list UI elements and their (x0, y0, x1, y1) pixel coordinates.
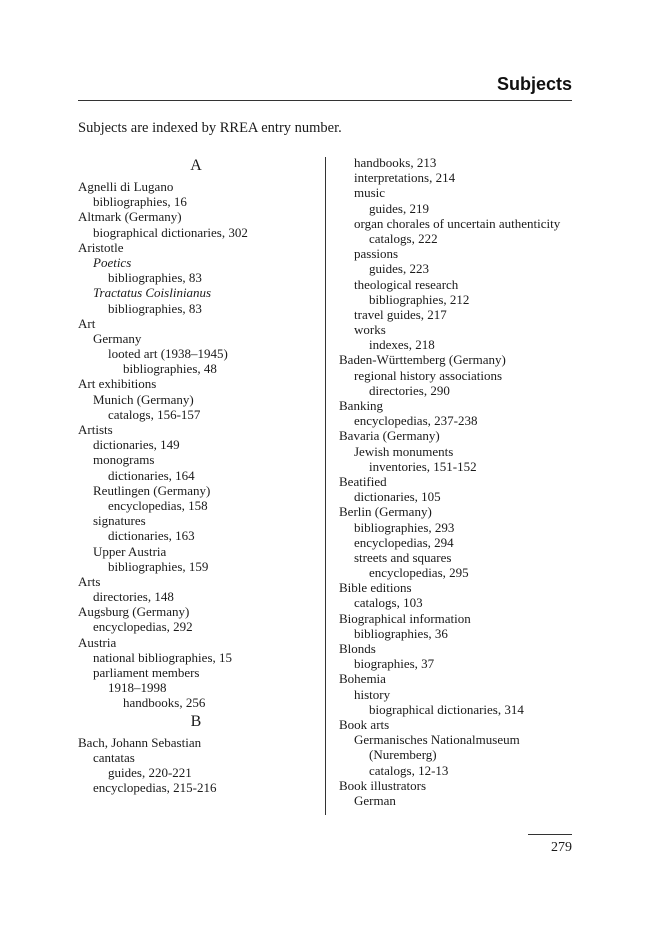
intro-text: Subjects are indexed by RREA entry number. (78, 120, 342, 136)
index-subentry: monograms (93, 452, 155, 468)
page-title: Subjects (496, 74, 572, 94)
index-subentry: biographical dictionaries, 302 (93, 224, 248, 240)
index-subentry: cantatas (93, 749, 135, 765)
index-subentry: organ chorales of uncertain authenticity (354, 215, 561, 231)
index-subentry: bibliographies, 36 (354, 625, 448, 641)
index-subentry: Upper Austria (93, 543, 167, 559)
index-heading: Bible editions (339, 580, 412, 596)
index-subentry: encyclopedias, 237-238 (354, 413, 478, 429)
index-subentry: looted art (1938–1945) (108, 346, 228, 362)
index-subentry: passions (354, 246, 399, 262)
index-heading: Altmark (Germany) (78, 209, 182, 225)
index-heading: Blonds (339, 641, 376, 656)
index-heading: Agnelli di Lugano (78, 179, 174, 194)
index-heading: Beatified (339, 473, 387, 489)
index-heading: Book arts (339, 716, 390, 732)
page-number: 279 (551, 840, 572, 855)
index-subentry: national bibliographies, 15 (93, 649, 233, 665)
index-heading: Art exhibitions (78, 376, 157, 392)
section-letter: A (190, 157, 202, 174)
index-subentry: catalogs, 103 (354, 595, 423, 611)
index-heading: Art (78, 315, 96, 331)
index-subentry: bibliographies, 48 (123, 361, 217, 377)
index-subentry: bibliographies, 83 (108, 270, 202, 286)
index-subentry: streets and squares (354, 549, 452, 565)
index-subentry: encyclopedias, 294 (354, 534, 454, 550)
title-rule (78, 100, 572, 101)
index-subentry: travel guides, 217 (354, 306, 447, 322)
index-subentry: catalogs, 222 (369, 230, 438, 246)
index-heading: Berlin (Germany) (339, 504, 432, 520)
index-subentry: dictionaries, 163 (108, 528, 195, 544)
index-subentry: encyclopedias, 158 (108, 497, 208, 513)
index-heading: Artists (78, 422, 113, 437)
index-subentry: encyclopedias, 295 (369, 565, 469, 581)
index-subentry: catalogs, 156-157 (108, 406, 201, 422)
index-subentry: encyclopedias, 292 (93, 619, 193, 635)
column-divider (325, 157, 326, 815)
index-subentry: Germanisches Nationalmuseum (354, 732, 520, 748)
index-subentry: (Nuremberg) (369, 747, 437, 763)
index-subentry: indexes, 218 (369, 337, 435, 353)
index-heading: Aristotle (78, 239, 124, 255)
index-heading: Banking (339, 398, 384, 413)
index-subentry: Tractatus Coislinianus (93, 285, 212, 301)
section-letter: B (190, 712, 202, 730)
index-subentry: bibliographies, 83 (108, 300, 202, 316)
index-subentry: signatures (93, 513, 146, 529)
index-heading: Bach, Johann Sebastian (78, 734, 202, 750)
index-subentry: guides, 223 (369, 261, 429, 277)
index-subentry: history (354, 686, 391, 702)
index-subentry: handbooks, 213 (354, 155, 437, 170)
index-subentry: encyclopedias, 215-216 (93, 780, 217, 796)
folio-rule (528, 834, 572, 835)
index-subentry: music (354, 185, 386, 201)
index-subentry: bibliographies, 212 (369, 291, 470, 307)
index-subentry: regional history associations (354, 367, 503, 383)
index-heading: Biographical information (339, 610, 471, 626)
index-heading: Arts (78, 573, 101, 589)
index-subentry: bibliographies, 293 (354, 519, 455, 535)
index-subentry: guides, 220-221 (108, 764, 192, 780)
index-subentry: Reutlingen (Germany) (93, 482, 211, 498)
index-subentry: bibliographies, 159 (108, 558, 209, 574)
index-subentry: parliament members (93, 665, 200, 680)
index-heading: Augsburg (Germany) (78, 604, 190, 620)
index-subentry: interpretations, 214 (354, 170, 456, 186)
index-subentry: dictionaries, 164 (108, 467, 195, 483)
index-subentry: dictionaries, 149 (93, 437, 180, 453)
index-subentry: dictionaries, 105 (354, 489, 441, 505)
index-subentry: works (354, 322, 386, 338)
index-subentry: 1918–1998 (108, 680, 167, 696)
index-subentry: German (354, 792, 396, 808)
index-subentry: bibliographies, 16 (93, 194, 187, 210)
index-subentry: guides, 219 (369, 200, 429, 216)
left-column (78, 155, 314, 795)
right-column (339, 155, 579, 808)
index-subentry: handbooks, 256 (123, 695, 206, 711)
index-subentry: theological research (354, 276, 459, 292)
index-subentry: directories, 148 (93, 589, 174, 605)
index-subentry: biographies, 37 (354, 656, 435, 672)
index-heading: Bavaria (Germany) (339, 428, 440, 444)
index-subentry: directories, 290 (369, 382, 450, 398)
index-heading: Austria (78, 634, 117, 650)
index-subentry: Jewish monuments (354, 443, 454, 459)
index-subentry: inventories, 151-152 (369, 458, 477, 474)
index-subentry: Munich (Germany) (93, 391, 194, 407)
index-subentry: Poetics (93, 254, 132, 270)
index-heading: Bohemia (339, 671, 386, 687)
index-subentry: biographical dictionaries, 314 (369, 701, 524, 717)
index-subentry: Germany (93, 330, 142, 346)
index-heading: Book illustrators (339, 777, 427, 793)
index-heading: Baden-Württemberg (Germany) (339, 352, 506, 368)
index-subentry: catalogs, 12-13 (369, 762, 449, 778)
